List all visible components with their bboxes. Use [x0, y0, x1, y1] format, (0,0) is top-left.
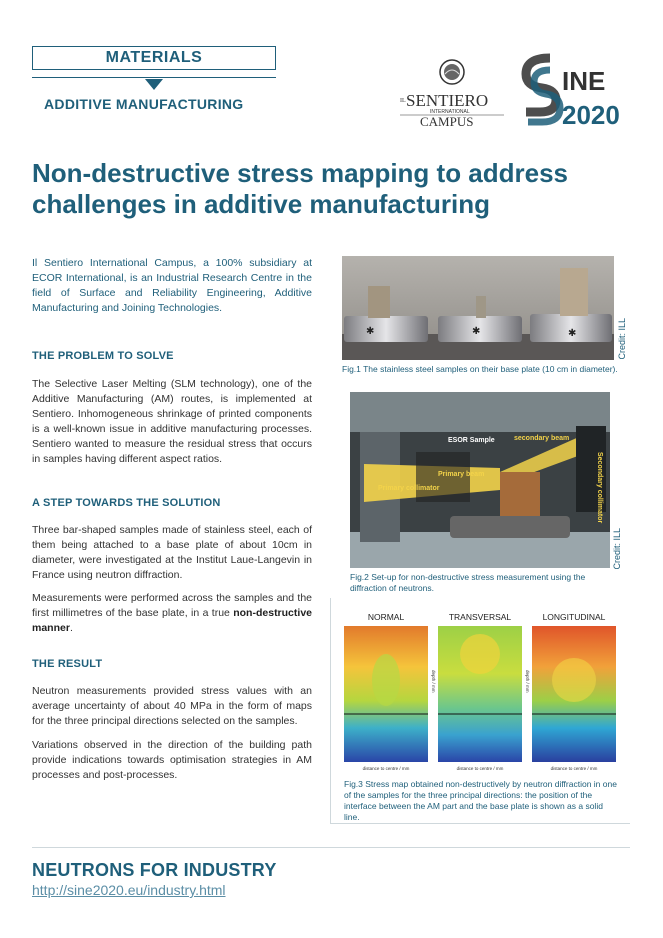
svg-text:IL: IL [400, 98, 406, 104]
fig1-photo [342, 256, 614, 360]
svg-text:secondary beam: secondary beam [514, 435, 570, 442]
fig1-caption: Fig.1 The stainless steel samples on their base plate (10 cm in diameter). [342, 364, 618, 374]
step-text-pre: Measurements were performed across the samples and the first millimetres of the base plate, in a true [32, 592, 312, 619]
intro-paragraph: Il Sentiero International Campus, a 100% subsidiary at ECOR International, is an Industrial Research Centre in the field of Surface and Reliability Engineering, Additive Manufacturing and Joining Technologies. [32, 257, 312, 314]
svg-text:CAMPUS: CAMPUS [420, 114, 474, 129]
svg-text:distance to centre / mm: distance to centre / mm [550, 766, 598, 771]
svg-text:TRANSVERSAL: TRANSVERSAL [448, 612, 512, 622]
svg-text:LONGITUDINAL: LONGITUDINAL [542, 612, 606, 622]
figure-column-divider [330, 598, 331, 823]
result-heading: THE RESULT [32, 658, 103, 670]
fig1-credit: Credit: ILL [617, 318, 627, 360]
problem-heading: THE PROBLEM TO SOLVE [32, 350, 174, 362]
sine2020-logo [520, 50, 624, 130]
page-title: Non-destructive stress mapping to address challenges in additive manufacturing [32, 158, 569, 219]
svg-text:NORMAL: NORMAL [367, 612, 405, 622]
svg-text:Primary beam: Primary beam [438, 471, 485, 478]
category-divider [32, 77, 276, 78]
fig2-credit: Credit: ILL [612, 528, 622, 570]
svg-text:INTERNATIONAL: INTERNATIONAL [430, 109, 470, 115]
subcategory-label: ADDITIVE MANUFACTURING [44, 96, 244, 112]
step-text-bold: non-destructive manner [32, 607, 312, 634]
svg-text:SENTIERO: SENTIERO [406, 91, 489, 110]
svg-text:depth / mm: depth / mm [525, 670, 530, 693]
svg-text:✱: ✱ [366, 326, 375, 337]
step-heading: A STEP TOWARDS THE SOLUTION [32, 497, 221, 509]
category-pointer-icon [145, 79, 163, 90]
step-paragraph-1: Three bar-shaped samples made of stainless steel, each of them being attached to a base plate of about 10cm in diameter, were investigated at the Institut Laue-Langevin in France using neutron diffraction. [32, 524, 312, 581]
svg-text:INE: INE [562, 66, 606, 96]
svg-text:✱: ✱ [472, 326, 481, 337]
svg-text:ESOR Sample: ESOR Sample [448, 437, 495, 444]
footer-link[interactable]: http://sine2020.eu/industry.html [32, 882, 226, 898]
svg-text:✱: ✱ [568, 328, 577, 339]
footer-rule [32, 847, 630, 848]
footer-title: NEUTRONS FOR INDUSTRY [32, 860, 277, 880]
figure-bottom-rule [330, 823, 630, 824]
fig2-photo [350, 392, 610, 568]
svg-text:distance to centre / mm: distance to centre / mm [456, 766, 504, 771]
svg-text:distance to centre / mm: distance to centre / mm [362, 766, 410, 771]
problem-paragraph: The Selective Laser Melting (SLM technology), one of the Additive Manufacturing (AM) routes, is implemented at Sentiero. Inhomogeneous shrinkage of printed components is a well-known issue in additive manufacturing processes. Sentiero wanted to measure the residual stress that occurs in samples having different aspect ratios. [32, 378, 312, 465]
sentiero-logo [396, 58, 508, 130]
svg-text:Primary collimator: Primary collimator [378, 485, 440, 492]
step-paragraph-2 [32, 591, 312, 636]
fig3-caption: Fig.3 Stress map obtained non-destructively by neutron diffraction in one of the samples for the three principal directions: the position of the interface between the AM part and the base plate is shown as a solid line. [344, 779, 617, 822]
step-text-post: . [69, 622, 73, 634]
category-label: MATERIALS [32, 46, 276, 70]
svg-text:Secondary collimator: Secondary collimator [596, 452, 603, 524]
fig3-stress-maps [340, 610, 620, 772]
result-paragraph-2: Variations observed in the direction of the building path provide indications towards optimisation strategies in AM processes and post-processes. [32, 739, 312, 781]
fig2-caption: Fig.2 Set-up for non-destructive stress measurement using the diffraction of neutrons. [350, 572, 586, 593]
svg-text:depth / mm: depth / mm [431, 670, 436, 693]
svg-text:2020: 2020 [562, 100, 620, 130]
result-paragraph-1: Neutron measurements provided stress values with an average uncertainty of about 40 MPa in the form of maps for the three principal directions selected on the samples. [32, 685, 312, 727]
